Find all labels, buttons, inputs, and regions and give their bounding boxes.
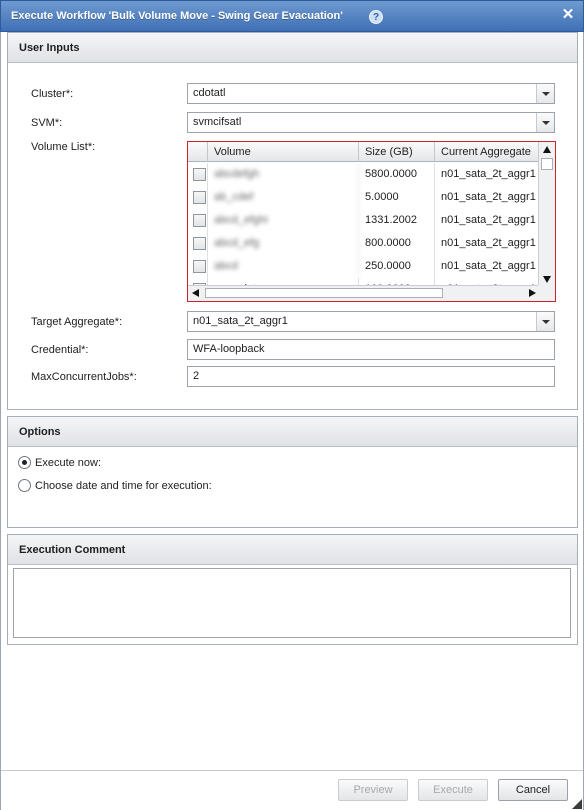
vertical-scroll-thumb[interactable] (541, 158, 553, 170)
window-title: Execute Workflow 'Bulk Volume Move - Swing Gear Evacuation' (11, 10, 343, 22)
target-aggregate-value: n01_sata_2t_aggr1 (193, 315, 288, 327)
horizontal-scroll-thumb[interactable] (205, 288, 443, 298)
svm-chevron-down-icon[interactable] (536, 113, 554, 132)
options-header: Options (8, 417, 577, 447)
execution-comment-panel (7, 534, 578, 645)
volume-name: abcd_efg (208, 232, 359, 255)
cluster-label: Cluster*: (31, 88, 74, 100)
schedule-radio[interactable] (18, 479, 31, 492)
execution-comment-header: Execution Comment (8, 535, 577, 565)
execute-button[interactable]: Execute (418, 779, 488, 801)
cluster-value: cdotatl (193, 87, 226, 99)
scrollbar-corner (538, 285, 555, 301)
volume-name: ab_cdef (208, 186, 359, 209)
cluster-chevron-down-icon[interactable] (536, 84, 554, 103)
volume-aggregate: n01_sata_2t_aggr1 (441, 214, 536, 226)
close-icon[interactable]: ✕ (561, 6, 575, 23)
volume-list-grid[interactable] (187, 141, 556, 302)
target-aggregate-select[interactable] (187, 311, 555, 332)
row-checkbox[interactable] (193, 168, 206, 181)
row-checkbox[interactable] (193, 237, 206, 250)
checkbox-column-header (188, 142, 208, 162)
resize-grip-icon[interactable] (572, 799, 582, 809)
table-row[interactable] (188, 255, 540, 278)
table-row[interactable] (188, 209, 540, 232)
row-checkbox[interactable] (193, 260, 206, 273)
svm-select[interactable] (187, 112, 555, 133)
dialog-footer (1, 770, 583, 810)
volume-list-label: Volume List*: (31, 141, 96, 153)
target-aggregate-chevron-down-icon[interactable] (536, 312, 554, 331)
cancel-button[interactable]: Cancel (498, 779, 568, 801)
svm-value: svmcifsatl (193, 116, 242, 128)
grid-vertical-scrollbar[interactable] (538, 142, 555, 287)
user-inputs-header: User Inputs (8, 33, 577, 63)
column-header-volume[interactable]: Volume (208, 142, 359, 162)
credential-label: Credential*: (31, 344, 89, 356)
cluster-select[interactable] (187, 83, 555, 104)
row-checkbox[interactable] (193, 191, 206, 204)
user-inputs-panel (7, 32, 578, 410)
schedule-label[interactable]: Choose date and time for execution: (35, 480, 212, 492)
volume-size: 800.0000 (359, 232, 435, 255)
max-concurrent-jobs-label: MaxConcurrentJobs*: (31, 371, 137, 383)
scroll-right-icon[interactable] (525, 287, 539, 300)
volume-name: abcd_efghi (208, 209, 359, 232)
options-panel (7, 416, 578, 528)
preview-button[interactable]: Preview (338, 779, 408, 801)
credential-field[interactable] (187, 339, 555, 360)
volume-aggregate: n01_sata_2t_aggr1 (441, 168, 536, 180)
help-icon[interactable]: ? (369, 10, 383, 24)
table-row[interactable] (188, 186, 540, 209)
volume-aggregate: n01_sata_2t_aggr1 (441, 260, 536, 272)
svm-label: SVM*: (31, 117, 63, 129)
title-bar (0, 0, 584, 32)
volume-size: 5.0000 (359, 186, 435, 209)
volume-aggregate: n01_sata_2t_aggr1 (441, 237, 536, 249)
execute-now-label[interactable]: Execute now: (35, 457, 102, 469)
volume-name: abcdefgh (208, 163, 359, 186)
table-row[interactable] (188, 232, 540, 255)
volume-name: abcd (208, 255, 359, 278)
dialog-body (0, 32, 584, 810)
scroll-down-icon[interactable] (540, 272, 554, 286)
volume-size: 5800.0000 (359, 163, 435, 186)
max-concurrent-jobs-value: 2 (193, 370, 200, 382)
volume-size: 250.0000 (359, 255, 435, 278)
scroll-left-icon[interactable] (189, 287, 203, 300)
execute-now-radio[interactable] (18, 456, 31, 469)
grid-horizontal-scrollbar[interactable] (188, 285, 540, 301)
target-aggregate-label: Target Aggregate*: (31, 316, 123, 328)
scroll-up-icon[interactable] (540, 143, 554, 157)
grid-header (188, 142, 540, 162)
volume-size: 1331.2002 (359, 209, 435, 232)
credential-value: WFA-loopback (193, 343, 265, 355)
table-row[interactable] (188, 163, 540, 186)
column-header-aggregate[interactable]: Current Aggregate (441, 146, 531, 158)
volume-aggregate: n01_sata_2t_aggr1 (441, 191, 536, 203)
row-checkbox[interactable] (193, 214, 206, 227)
column-header-size[interactable]: Size (GB) (359, 142, 435, 162)
execution-comment-textarea[interactable] (13, 568, 571, 638)
max-concurrent-jobs-field[interactable] (187, 366, 555, 387)
